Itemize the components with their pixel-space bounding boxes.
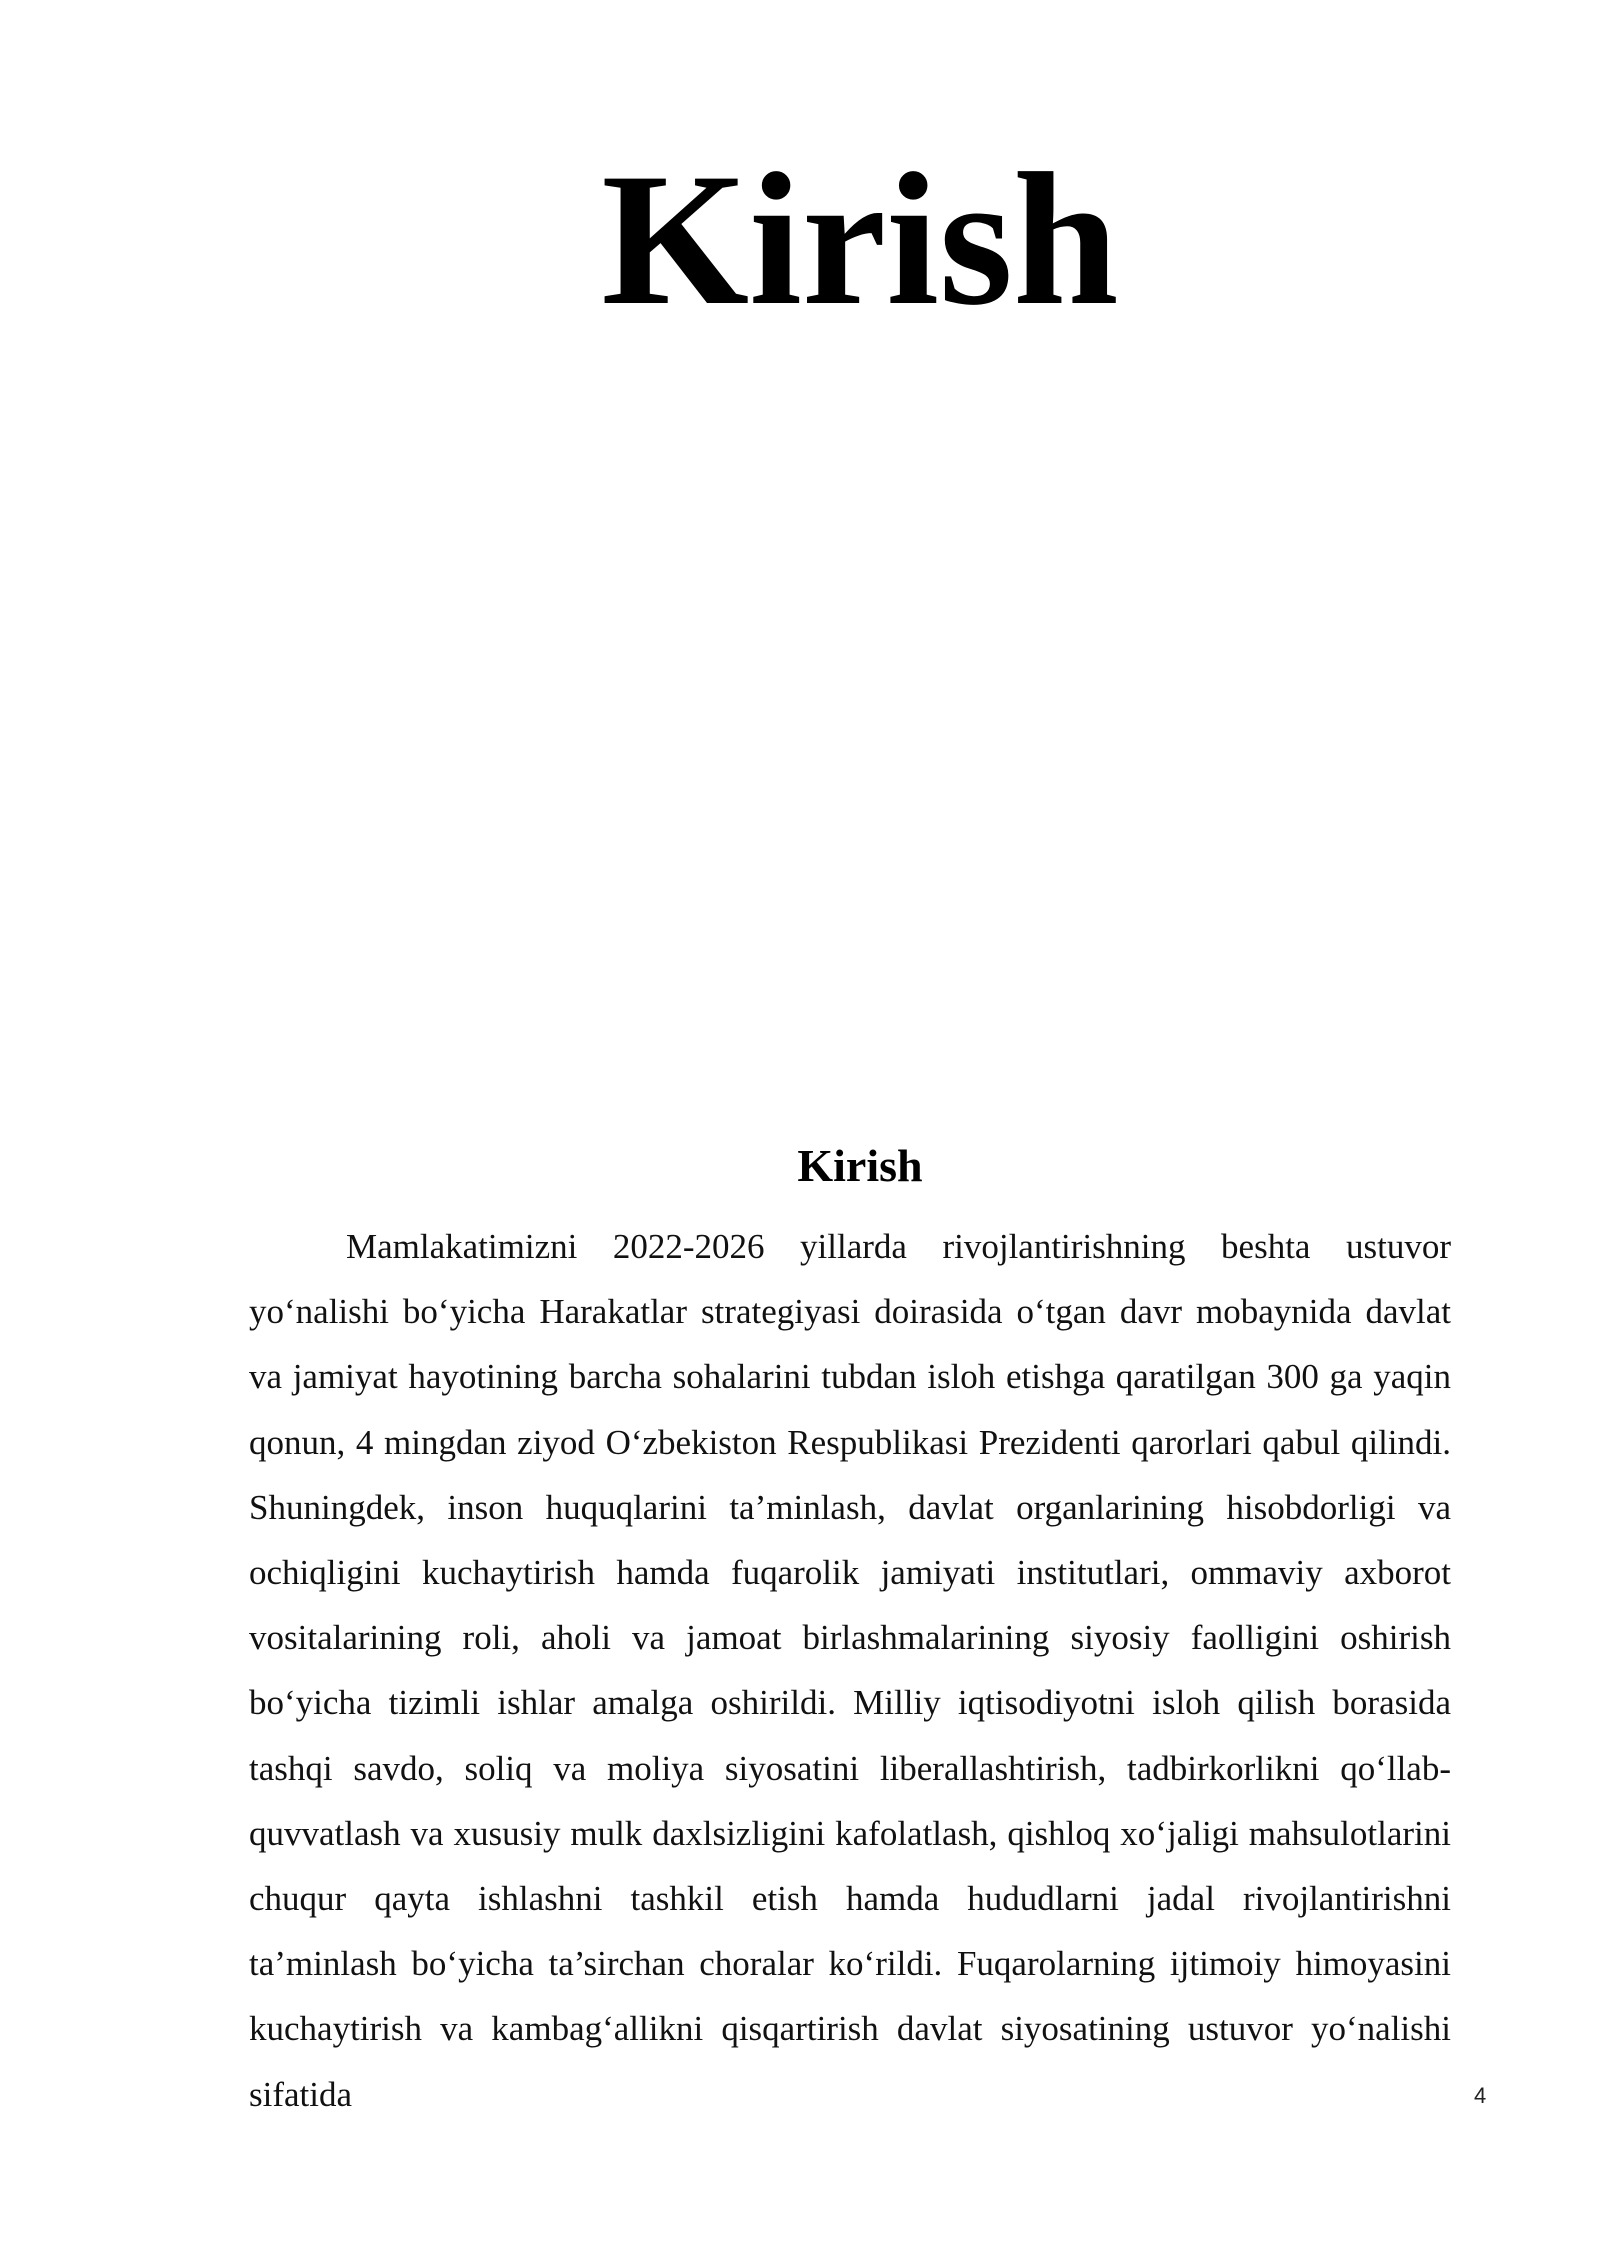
page-number: 4 [1474, 2083, 1487, 2108]
page-title: Kirish [601, 135, 1119, 345]
body-paragraph: Mamlakatimizni 2022-2026 yillarda rivojlantirishning beshta ustuvor yo‘nalishi bo‘yicha Harakatlar strategiyasi doirasida o‘tgan davr mobaynida davlat va jamiyat hayotining barcha sohalarini tubdan isloh etishga qaratilgan 300 ga yaqin qonun, 4 mingdan ziyod O‘zbekiston Respublikasi Prezidenti qarorlari qabul qilindi. Shuningdek, inson huquqlarini ta’minlash, davlat organlarining hisobdorligi va ochiqligini kuchaytirish hamda fuqarolik jamiyati institutlari, ommaviy axborot vositalarining roli, aholi va jamoat birlashmalarining siyosiy faolligini oshirish bo‘yicha tizimli ishlar amalga oshirildi. Milliy iqtisodiyotni isloh qilish borasida tashqi savdo, soliq va moliya siyosatini liberallashtirish, tadbirkorlikni qo‘llab-quvvatlash va xususiy mulk daxlsizligini kafolatlash, qishloq xo‘jaligi mahsulotlarini chuqur qayta ishlashni tashkil etish hamda hududlarni jadal rivojlantirishni ta’minlash bo‘yicha ta’sirchan choralar ko‘rildi. Fuqarolarning ijtimoiy himoyasini kuchaytirish va kambag‘allikni qisqartirish davlat siyosatining ustuvor yo‘nalishi sifatida [249, 1227, 1451, 2114]
section-heading: Kirish [797, 1140, 923, 1191]
